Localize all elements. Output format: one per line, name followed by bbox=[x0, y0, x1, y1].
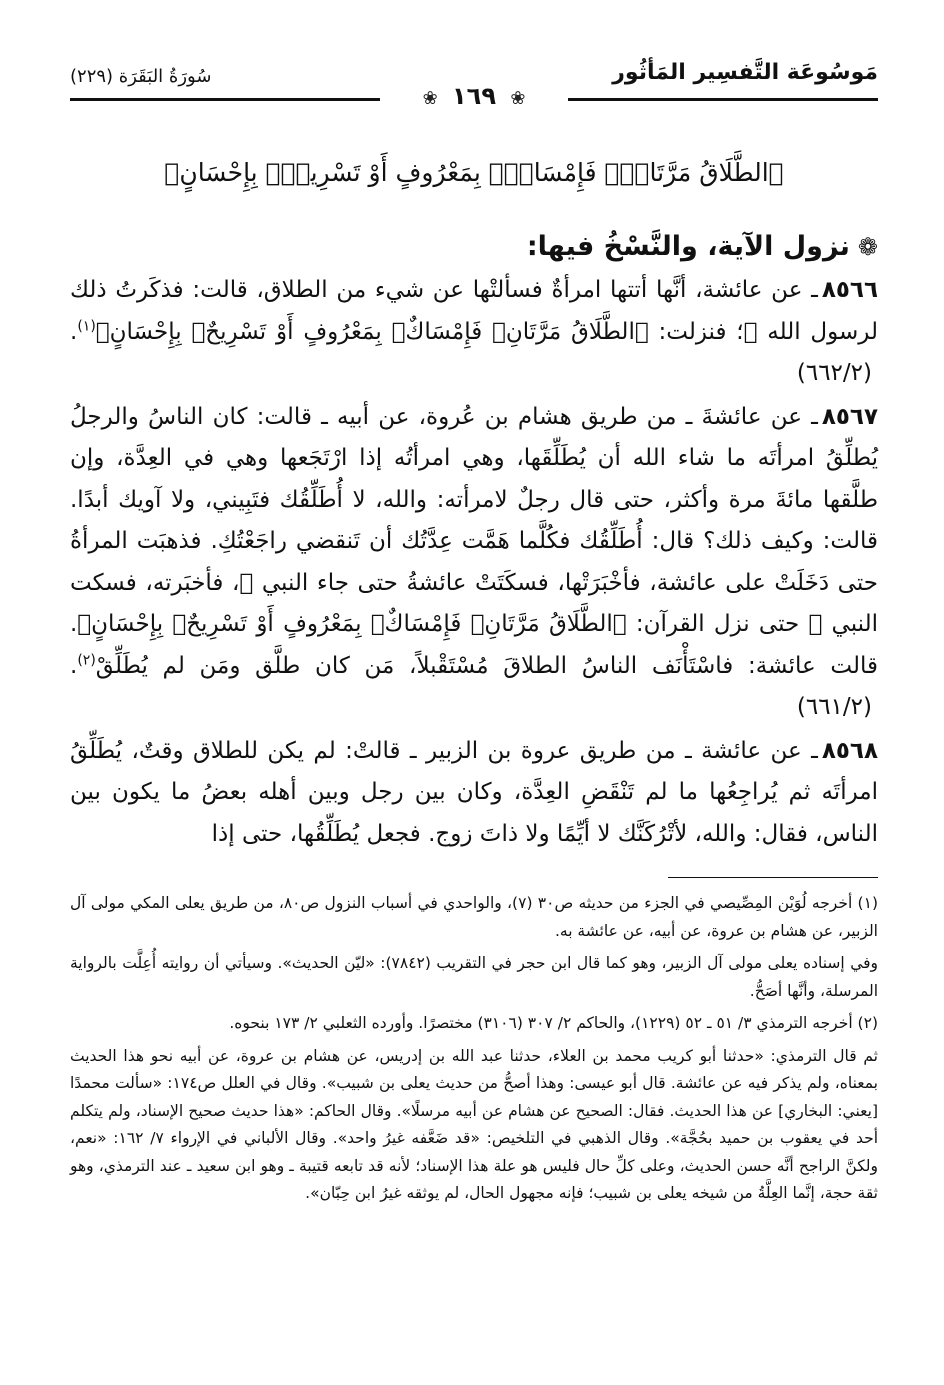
footnote: (٢) أخرجه الترمذي ٣/ ٥١ ـ ٥٢ (١٢٢٩)، والحاكم ٢/ ٣٠٧ (٣١٠٦) مختصرًا. وأورده الثعلبي ٢/ ١٧٣ بنحوه. bbox=[229, 1014, 878, 1032]
section-heading bbox=[70, 231, 878, 262]
hadith-tail: . bbox=[70, 318, 78, 345]
hadith-text: ـ عن عائشة ـ من طريق عروة بن الزبير ـ قالتْ: لم يكن للطلاق وقتٌ، يُطَلِّقُ امرأتَه ثم يُراجِعُها ما لم تَنْقَضِ العِدَّة، وكان بين رجل وبين أهله بعضُ ما يكون بين الناس، فقال: والله، لأتْرُكَنَّك لا أيِّمًا ولا ذاتَ زوج. فجعل يُطَلِّقُها، حتى إذا bbox=[70, 737, 878, 847]
hadith-text: ـ عن عائشة، أنَّها أتتها امرأةٌ فسألتْها عن شيء من الطلاق، قالت: فذكَرتُ ذلك لرسول الله ﷺ؛ فنزلت: ﴿الطَّلَاقُ مَرَّتَانِۖ فَإِمْسَاكٌۢ بِمَعْرُوفٍ أَوْ تَسْرِيحٌۢ بِإِحْسَانٍ﴾ bbox=[70, 277, 878, 345]
running-header bbox=[70, 50, 878, 110]
section-title: نزول الآية، والنَّسْخُ فيها: bbox=[526, 231, 850, 262]
footnote-marker[interactable]: (٢) bbox=[77, 651, 96, 668]
footnotes bbox=[70, 890, 878, 1208]
footnote: وفي إسناده يعلى مولى آل الزبير، وهو كما قال ابن حجر في التقريب (٧٨٤٢): «ليّن الحديث». وسيأتي أن روايته أُعِلَّت بالرواية المرسلة، وأنَّها أصَحُّ. bbox=[70, 954, 879, 1000]
hadith-number: ٨٥٦٨ bbox=[821, 737, 878, 764]
quran-verse: ﴿الطَّلَاقُ مَرَّتَانِۖ فَإِمْسَاكٌۢ بِمَعْرُوفٍ أَوْ تَسْرِيحٌۢ بِإِحْسَانٍ﴾ bbox=[164, 158, 784, 187]
volume-page-reference: (٦٦١/٢) bbox=[796, 694, 872, 720]
page-number: ١٦٩ bbox=[452, 82, 496, 110]
hadith-paragraph bbox=[70, 397, 878, 729]
main-text bbox=[70, 270, 878, 855]
page-number-block bbox=[417, 82, 532, 110]
surah-reference: سُورَةُ البَقَرَة (٢٢٩) bbox=[70, 66, 212, 87]
footnote-marker[interactable]: (١) bbox=[77, 317, 96, 334]
hadith-number: ٨٥٦٦ bbox=[821, 277, 878, 303]
ornament-icon: ❀ bbox=[422, 88, 438, 109]
ornament-icon: ❀ bbox=[510, 88, 526, 109]
hadith-text: ـ عن عائشةَ ـ من طريق هشام بن عُروة، عن أبيه ـ قالت: كان الناسُ والرجلُ يُطلِّقُ امرأتَه ما شاء الله أن يُطَلِّقَها، وهي امرأتُه إذا ارْتَجَعها وهي في العِدَّة، وإن طلَّقها مائةَ مرة وأكثر، حتى قال رجلٌ لامرأته: والله، لا أُطَلِّقُك فتَبِيني، ولا آويك أبدًا. قالت: وكيف ذلك؟ قال: أُطَلِّقُك فكُلَّما هَمَّت عِدَّتُك أن تَنقضي راجَعْتُكِ. فذهبَت المرأةُ حتى دَخَلَتْ على عائشة، فأخْبَرَتْها، فسكَتَتْ عائشةُ حتى جاء النبي ﷺ، فأخبَرته، فسكت النبي ﷺ حتى نزل القرآن: ﴿الطَّلَاقُ مَرَّتَانِۖ فَإِمْسَاكٌۢ بِمَعْرُوفٍ أَوْ تَسْرِيحٌۢ بِإِحْسَانٍ﴾. قالت عائشة: فاسْتَأْنَف الناسُ الطلاقَ مُسْتَقْبلاً، مَن كان طلَّق ومَن لم يُطَلِّقْ bbox=[70, 403, 878, 679]
book-title: مَوسُوعَة التَّفسِير المَأثُور bbox=[612, 60, 878, 85]
header-rule-right bbox=[568, 98, 878, 101]
footnote: (١) أخرجه لُوَيْن المِصِّيصي في الجزء من حديثه ص٣٠ (٧)، والواحدي في أسباب النزول ص٨٠، من طريق يعلى المكي مولى آل الزبير، عن هشام بن عروة، عن أبيه، عن عائشة به. bbox=[70, 894, 878, 940]
volume-page-reference: (٦٦٢/٢) bbox=[796, 360, 872, 386]
hadith-number: ٨٥٦٧ bbox=[821, 403, 878, 430]
flower-ornament-icon: ❁ bbox=[857, 233, 878, 261]
hadith-paragraph bbox=[70, 270, 878, 395]
hadith-paragraph bbox=[70, 731, 878, 856]
page bbox=[70, 50, 878, 1213]
hadith-tail: . bbox=[70, 652, 78, 679]
footnote-separator bbox=[668, 877, 878, 878]
footnote: ثم قال الترمذي: «حدثنا أبو كريب محمد بن العلاء، حدثنا عبد الله بن إدريس، عن هشام بن عروة، عن أبيه نحو هذا الحديث بمعناه، ولم يذكر فيه عن عائشة. قال أبو عيسى: وهذا أصحُّ من حديث يعلى بن شبيب». وقال في العلل ص١٧٤: «سألت محمدًا [يعني: البخاري] عن هذا الحديث. فقال: الصحيح عن هشام عن أبيه مرسلًا». وقال الحاكم: «هذا حديث صحيح الإسناد، ولم يتكلم أحد في يعقوب بن حميد بحُجَّة». وقال الذهبي في التلخيص: «قد ضَعَّفه غيرُ واحد». وقال الألباني في الإرواء ٧/ ١٦٢: «نعم، ولكنَّ الراجح أنَّه حسن الحديث، وعلى كلِّ حال فليس هو علة هذا الإسناد؛ لأنه قد تابعه قتيبة ـ وهو ابن سعيد ـ عند الترمذي، وهو ثقة حجة، إنَّما العِلَّةُ من شيخه يعلى بن شبيب؛ فإنه مجهول الحال، لم يوثقه غيرُ ابن حِبّان». bbox=[70, 1046, 878, 1202]
header-rule-left bbox=[70, 98, 380, 101]
